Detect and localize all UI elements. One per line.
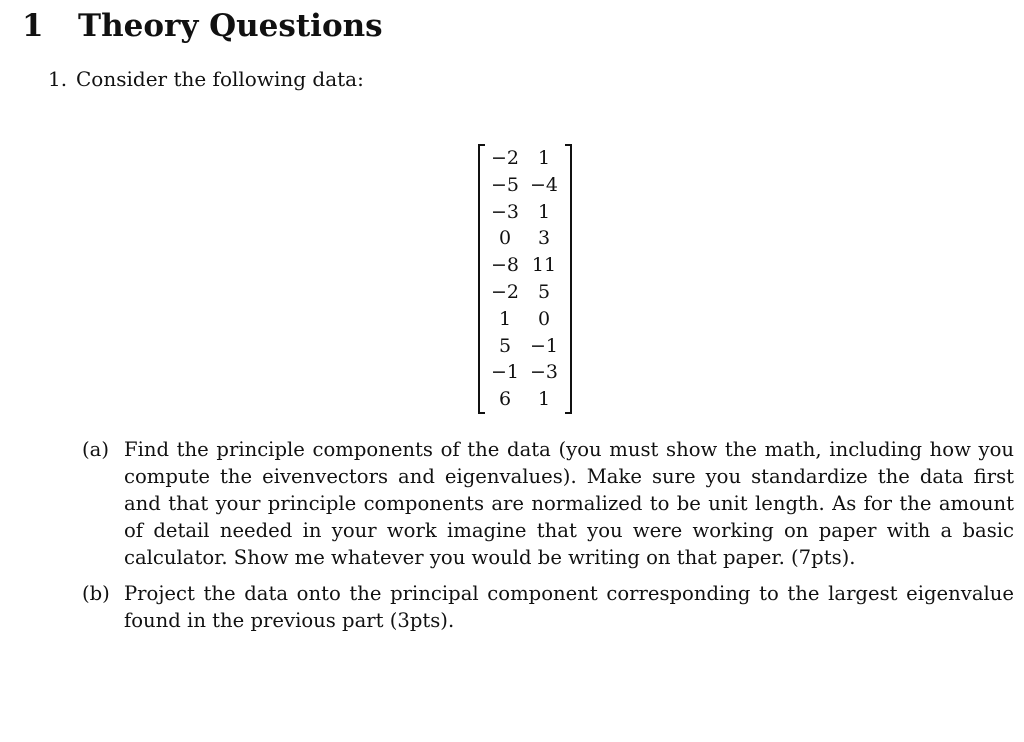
matrix-cell: −2 [490,280,519,303]
matrix-row [486,279,564,306]
section-heading [22,8,383,44]
matrix-cell: −1 [490,361,519,384]
matrix-rows [486,145,564,413]
matrix-cell: 0 [537,307,551,330]
matrix-row [486,359,564,386]
matrix-row [486,172,564,199]
matrix-cell: 1 [537,388,551,411]
matrix-cell: −3 [529,361,558,384]
matrix-cell: −2 [490,147,519,169]
matrix-cell: 0 [498,227,512,250]
matrix-row [486,386,564,413]
question-number: 1. [48,67,68,91]
part-b-label: (b) [82,582,110,605]
section-number: 1 [22,8,44,44]
question-prompt: Consider the following data: [76,67,364,91]
matrix-row [486,252,564,279]
matrix-cell: −4 [529,173,558,196]
matrix-cell: 6 [498,388,512,411]
matrix-cell: 5 [498,334,512,357]
matrix-left-bracket [478,144,485,414]
part-a-label: (a) [82,438,109,461]
matrix-cell: −1 [529,334,558,357]
matrix-row [486,306,564,333]
matrix-cell: 5 [537,280,551,303]
matrix-cell: −5 [490,173,519,196]
matrix-cell: 1 [537,147,551,169]
matrix-cell: −8 [490,254,519,277]
part-a-text: Find the principle components of the data (you must show the math, including how you compute the eivenvectors and eigenvalues). Make sure you standardize the data first and that your principle components are normalized to be unit length. As for the amount of detail needed in your work imagine that you were working on paper with a basic calculator. Show me whatever you would be writing on that paper. (7pts). [124,438,1014,569]
matrix-cell: 1 [537,200,551,223]
part-b-text: Project the data onto the principal component corresponding to the largest eigenvalue found in the previous part (3pts). [124,582,1014,632]
matrix-row [486,225,564,252]
matrix-row [486,199,564,226]
question-1 [48,67,364,91]
matrix-cell: 1 [498,307,512,330]
data-matrix [478,144,572,414]
matrix-row [486,333,564,360]
matrix-right-bracket [565,144,572,414]
matrix-cell: 11 [531,254,557,277]
section-title: Theory Questions [78,8,383,44]
matrix-cell: 3 [537,227,551,250]
matrix-cell: −3 [490,200,519,223]
matrix-row [486,145,564,172]
